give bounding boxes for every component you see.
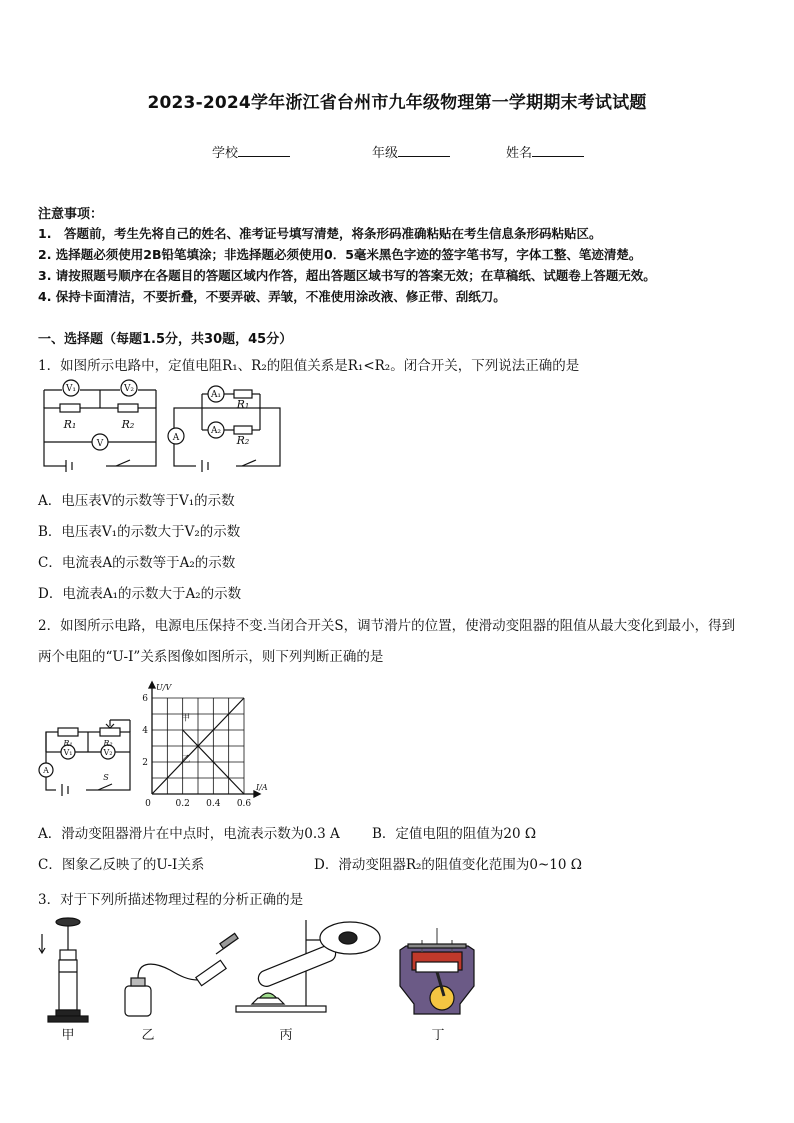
q1-label-r2-right: R₂ — [236, 434, 250, 447]
q3-figures — [30, 910, 480, 1040]
q1-label-v2: V₂ — [123, 384, 135, 394]
notice-item: 2. 选择题必须使用2B铅笔填涂；非选择题必须使用0．5毫米黑色字迹的签字笔书写，字体工整、笔迹清楚。 — [38, 247, 642, 262]
fig-caption-jia: 甲 — [61, 1028, 75, 1040]
q3-stem: 3．对于下列所描述物理过程的分析正确的是 — [38, 892, 304, 908]
x-axis-label: I/A — [256, 783, 268, 792]
grade-label: 年级 — [372, 146, 399, 161]
x-tick-label: 0 — [145, 799, 151, 806]
name-field — [506, 142, 584, 161]
y-axis-label: U/V — [156, 683, 172, 692]
series-label-jia: 甲 — [181, 713, 191, 724]
page-title: 2023-2024学年浙江省台州市九年级物理第一学期期末考试试题 — [147, 93, 647, 113]
q1-option-b[interactable]: B．电压表V₁的示数大于V₂的示数 — [38, 524, 241, 540]
grade-blank[interactable] — [398, 144, 450, 157]
q1-label-v1: V₁ — [65, 384, 77, 394]
q1-label-r1-right: R₁ — [236, 398, 250, 411]
name-blank[interactable] — [532, 144, 584, 157]
grade-field — [372, 142, 450, 161]
y-tick-label: 4 — [142, 726, 148, 736]
q1-option-a[interactable]: A．电压表V的示数等于V₁的示数 — [38, 493, 235, 509]
q2-label-r1: R₁ — [63, 739, 73, 748]
y-axis-arrow — [149, 682, 155, 688]
q2-option-b[interactable]: B．定值电阻的阻值为20 Ω — [372, 826, 537, 842]
q2-stem-line2: 两个电阻的“U-I”关系图像如图所示，则下列判断正确的是 — [38, 649, 384, 665]
q2-ui-chart — [140, 676, 270, 806]
y-tick-label: 6 — [142, 694, 148, 704]
q1-label-r1-left: R₁ — [63, 418, 77, 431]
x-tick-label: 0.4 — [206, 799, 221, 806]
q2-label-s: S — [103, 773, 109, 782]
q1-option-c[interactable]: C．电流表A的示数等于A₂的示数 — [38, 555, 236, 571]
q1-label-v: V — [96, 439, 104, 449]
q2-circuit-figure — [36, 712, 136, 800]
x-tick-label: 0.2 — [175, 799, 190, 806]
q1-label-a2: A₂ — [210, 426, 222, 436]
fig-caption-bing: 丙 — [279, 1028, 293, 1040]
q1-option-d[interactable]: D．电流表A₁的示数大于A₂的示数 — [38, 586, 242, 602]
q1-label-a: A — [172, 433, 180, 443]
school-blank[interactable] — [238, 144, 290, 157]
notice-heading: 注意事项： — [38, 207, 104, 222]
q2-option-d[interactable]: D．滑动变阻器R₂的阻值变化范围为0~10 Ω — [314, 857, 582, 873]
q2-stem-line1: 2．如图所示电路，电源电压保持不变.当闭合开关S，调节滑片的位置，使滑动变阻器的阻值从最大变化到最小，得到 — [38, 618, 736, 634]
q2-option-a[interactable]: A．滑动变阻器滑片在中点时，电流表示数为0.3 A — [38, 826, 340, 842]
fig-ding-engine-cylinder — [400, 928, 474, 1014]
series-label-yi: 乙 — [181, 755, 191, 765]
notice-item: 1. 答题前，考生先将自己的姓名、准考证号填写清楚，将条形码准确粘贴在考生信息条形码粘贴区。 — [38, 226, 602, 241]
q2-label-a: A — [43, 766, 49, 775]
school-field — [212, 142, 290, 161]
q1-label-a1: A₁ — [210, 390, 222, 400]
school-label: 学校 — [212, 146, 239, 161]
fig-jia-air-compression — [39, 918, 88, 1022]
q2-option-c[interactable]: C．图象乙反映了的U-I关系 — [38, 857, 205, 873]
fig-caption-ding: 丁 — [431, 1028, 445, 1040]
section-heading: 一、选择题（每题1.5分，共30题，45分） — [38, 332, 293, 347]
name-label: 姓名 — [506, 146, 533, 161]
y-tick-label: 2 — [142, 758, 148, 768]
q2-label-v1: V₁ — [63, 748, 73, 757]
q1-stem: 1．如图所示电路中，定值电阻R₁、R₂的阻值关系是R₁<R₂。闭合开关，下列说法正确的是 — [38, 358, 580, 374]
fig-caption-yi: 乙 — [141, 1028, 155, 1040]
fig-yi-bottle-pump — [125, 933, 238, 1016]
q1-label-r2-left: R₂ — [121, 418, 135, 431]
x-tick-label: 0.6 — [236, 799, 252, 806]
notice-item: 3. 请按照题号顺序在各题目的答题区域内作答，超出答题区域书写的答案无效；在草稿纸、试题卷上答题无效。 — [38, 268, 656, 283]
q2-label-v2: V₂ — [103, 748, 113, 757]
q2-label-r2: R₂ — [103, 739, 113, 748]
notice-item: 4. 保持卡面清洁，不要折叠，不要弄破、弄皱，不准使用涂改液、修正带、刮纸刀。 — [38, 289, 506, 304]
fig-bing-heated-test-tube — [236, 920, 380, 1012]
q1-circuit-figure — [36, 376, 286, 472]
